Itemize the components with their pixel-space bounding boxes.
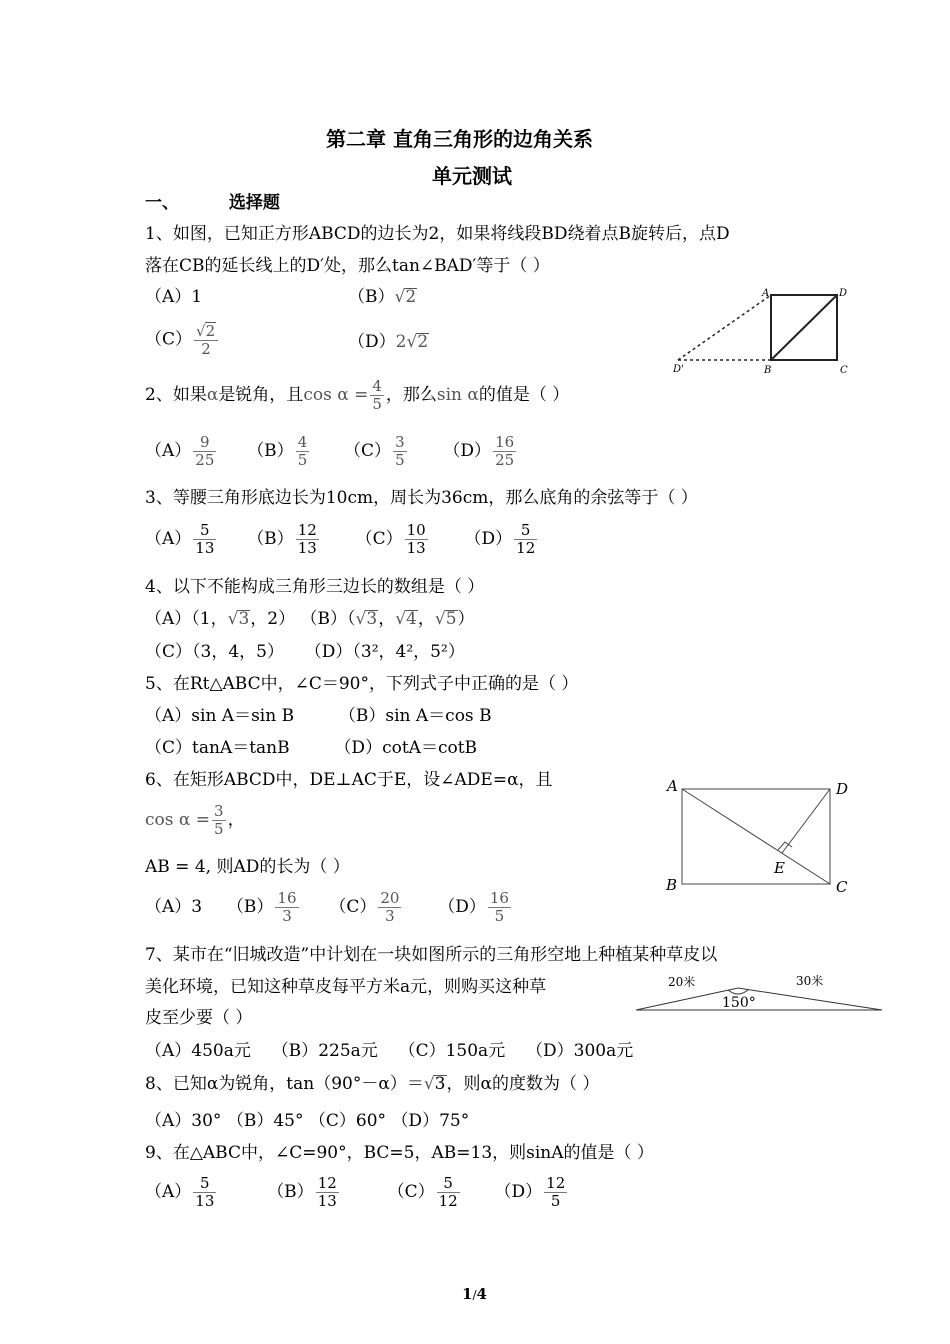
q5-options-ab: （A）sin A＝sin B （B）sin A＝cos B [145, 706, 492, 726]
q9-stem: 9、在△ABC中，∠C=90°，BC=5，AB=13，则sinA的值是（ ） [145, 1143, 654, 1163]
side-right-label: 30米 [796, 974, 824, 988]
q9-options: （A） $\frac{5}{13}$ （B） $\frac{12}{13}$ （C） $\frac{5}{12}$ （D） $\frac{12}{5}$ [145, 1174, 566, 1210]
q1-option-d: （D）2√2 [348, 332, 429, 352]
label-a: A [667, 777, 678, 795]
q7-options: （A）450a元 （B）225a元 （C）150a元 （D）300a元 [145, 1041, 634, 1061]
q1-line2: 落在CB的延长线上的D′处，那么tan∠BAD′等于（ ） [145, 256, 550, 276]
angle-arc [728, 990, 748, 994]
q1-option-a: （A）1 [145, 287, 203, 307]
page-subtitle: 单元测试 [432, 164, 512, 188]
q4-options-ab: （A）（1，√3，2） （B）（√3，√4，√5） [145, 609, 475, 629]
q2-options: （A） $\frac{9}{25}$ （B） $\frac{4}{5}$ （C） $\frac{3}{5}$ （D） $\frac{16}{25}$ [145, 433, 515, 469]
q3-stem: 3、等腰三角形底边长为10cm，周长为36cm，那么底角的余弦等于（ ） [145, 488, 698, 508]
q7-line3: 皮至少要（ ） [145, 1008, 253, 1028]
q6-options: （A）3 （B） $\frac{16}{3}$ （C） $\frac{20}{3}$ （D） $\frac{16}{5}$ [145, 889, 509, 925]
q7-line2: 美化环境，已知这种草皮每平方米a元，则购买这种草 [145, 977, 547, 997]
q6-rectangle-figure [660, 772, 860, 902]
label-e: E [774, 859, 785, 877]
section-name: 选择题 [228, 193, 280, 213]
label-b: B [666, 876, 678, 894]
q5-stem: 5、在Rt△ABC中，∠C＝90°，下列式子中正确的是（ ） [145, 674, 579, 694]
q6-line2: cos α = $\frac{3}{5}$ ， [145, 802, 245, 838]
page-title: 第二章 直角三角形的边角关系 [326, 127, 593, 151]
q3-options: （A） $\frac{5}{13}$ （B） $\frac{12}{13}$ （C） $\frac{10}{13}$ （D） $\frac{5}{12}$ [145, 521, 536, 557]
label-d-prime: D' [673, 364, 684, 375]
page-number: 1/4 [462, 1285, 487, 1303]
label-b: B [764, 365, 772, 376]
q7-line1: 7、某市在“旧城改造”中计划在一块如图所示的三角形空地上种植某种草皮以 [145, 945, 718, 965]
q5-options-cd: （C）tanA＝tanB （D）cotA＝cotB [145, 738, 478, 758]
label-d: D [836, 780, 849, 798]
label-c: C [836, 878, 848, 896]
label-d: D [839, 288, 848, 299]
diagonal-bd [771, 295, 837, 360]
segment-de [782, 789, 830, 853]
label-c: C [840, 365, 848, 376]
q8-options: （A）30° （B）45° （C）60° （D）75° [145, 1111, 470, 1131]
section-number: 一、 [145, 193, 179, 213]
diagonal-ac [682, 789, 830, 884]
side-left-label: 20米 [668, 975, 696, 989]
q4-options-cd: （C）（3，4，5） （D）（3²，4²，5²） [145, 642, 465, 662]
angle-label: 150° [722, 995, 756, 1011]
section-heading [145, 193, 280, 213]
q1-line1: 1、如图，已知正方形ABCD的边长为2，如果将线段BD绕着点B旋转后，点D [145, 224, 730, 244]
dashed-ad-prime [678, 295, 771, 360]
q4-stem: 4、以下不能构成三角形三边长的数组是（ ） [145, 577, 485, 597]
q1-square-figure [660, 280, 850, 380]
q1-option-b: （B）√2 [348, 287, 417, 307]
q8-stem: 8、已知α为锐角，tan（90°－α）＝√3，则α的度数为（ ） [145, 1074, 600, 1094]
label-a: A [762, 288, 770, 299]
q6-line1: 6、在矩形ABCD中，DE⊥AC于E，设∠ADE=α，且 [145, 770, 553, 790]
q1-option-c: （C） $\frac{√2}{2}$ [145, 322, 220, 358]
triangle [636, 988, 882, 1010]
q6-line3: AB = 4, 则AD的长为（ ） [145, 857, 350, 877]
q2-stem: 2、如果α是锐角，且cos α = $\frac{4}{5}$ ，那么sin α的值是（ ） [145, 377, 570, 413]
q7-triangle-figure [630, 968, 890, 1018]
